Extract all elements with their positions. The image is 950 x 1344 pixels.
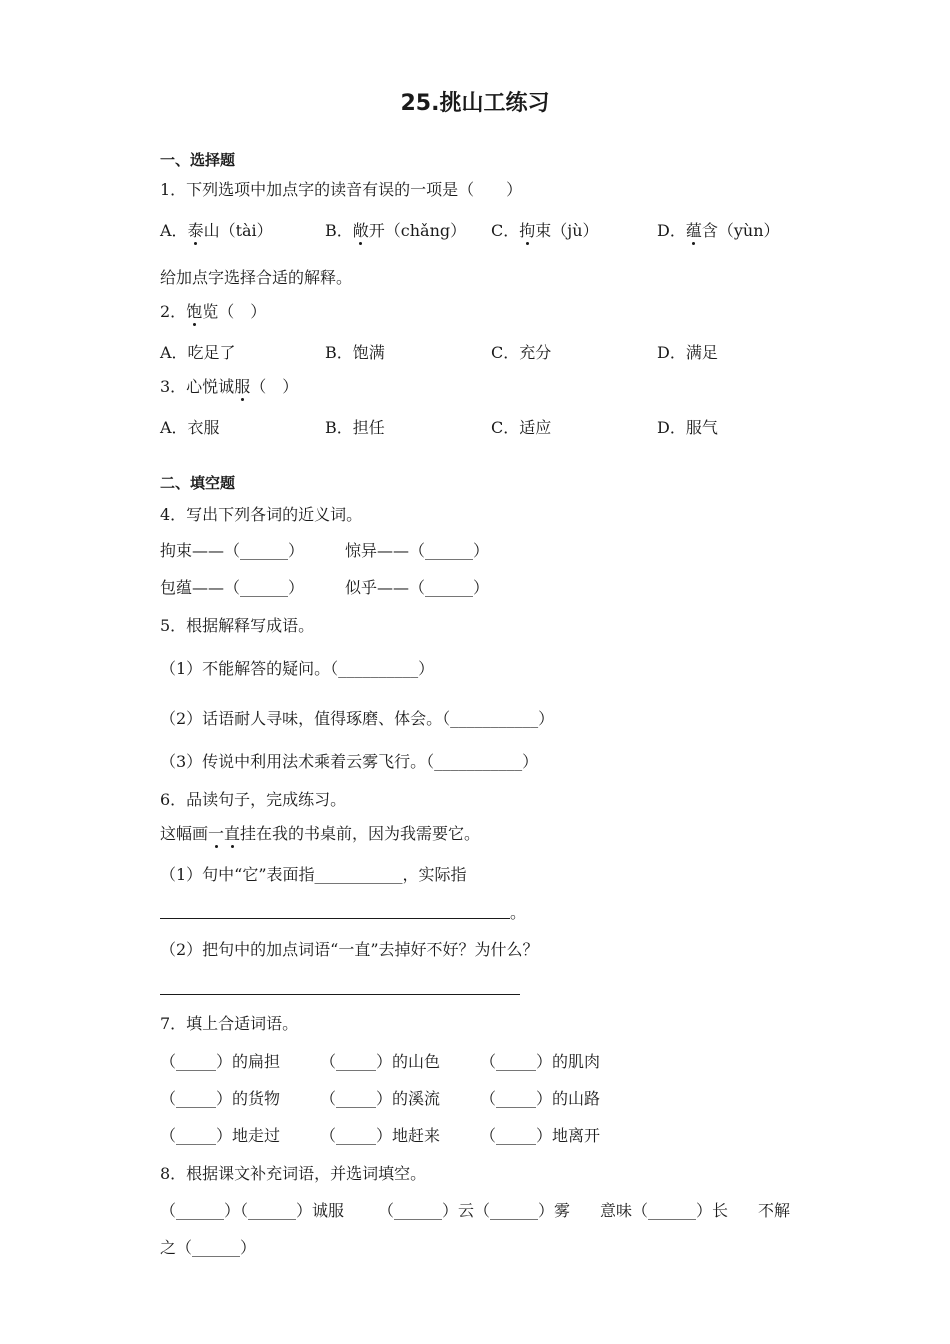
question-text: 3．心悦诚 [160, 377, 235, 396]
page-title: 25.挑山工练习 [400, 91, 550, 116]
option-text: 含（yùn） [701, 221, 780, 240]
q2-option-d[interactable]: D．满足 [657, 343, 718, 362]
q8-continuation[interactable]: 之（______） [160, 1238, 257, 1257]
option-letter: D． [657, 221, 686, 240]
q1-option-b[interactable] [325, 221, 466, 241]
q8-item: 不解 [758, 1201, 791, 1220]
q4-item[interactable]: 似乎——（______） [345, 578, 490, 597]
q8-item[interactable]: （______）（______）诚服 [160, 1201, 345, 1220]
question-blank: （ ） [250, 377, 299, 396]
dotted-char: 蕴 [685, 221, 702, 240]
q8-item[interactable]: 意味（______）长 [600, 1201, 729, 1220]
dotted-char: 饱 [186, 302, 203, 321]
answer-line[interactable] [160, 994, 520, 995]
q1-option-d[interactable] [657, 221, 780, 241]
q1-option-c[interactable] [491, 221, 599, 241]
question-2-stem [160, 302, 266, 322]
question-text: 览（ ） [202, 302, 267, 321]
q2-option-a[interactable]: A．吃足了 [160, 343, 236, 362]
option-text: 山（tài） [203, 221, 273, 240]
sentence-text: 挂在我的书桌前，因为我需要它。 [240, 824, 481, 843]
q5-item[interactable]: （2）话语耐人寻味，值得琢磨、体会。（___________） [160, 709, 555, 728]
option-text: 束（jù） [535, 221, 599, 240]
option-letter: A． [160, 221, 188, 240]
question-8-stem: 8．根据课文补充词语，并选词填空。 [160, 1164, 427, 1183]
question-1-stem: 1．下列选项中加点字的读音有误的一项是（ ） [160, 180, 523, 199]
q4-item[interactable]: 拘束——（______） [160, 541, 305, 560]
q3-option-c[interactable]: C．适应 [491, 418, 552, 437]
q6-sentence [160, 824, 480, 844]
section-heading-fill: 二、填空题 [160, 474, 236, 492]
question-number: 2． [160, 302, 187, 321]
option-letter: B． [325, 221, 353, 240]
dotted-char: 泰 [187, 221, 204, 240]
q7-item[interactable]: （_____）的山色 [320, 1052, 441, 1071]
answer-line[interactable] [160, 918, 510, 919]
option-letter: C． [491, 221, 520, 240]
q4-item[interactable]: 包蕴——（______） [160, 578, 305, 597]
section-heading-choice: 一、选择题 [160, 151, 236, 169]
dotted-char: 服 [234, 377, 251, 396]
option-text: 开（chǎng） [368, 221, 467, 240]
q4-item[interactable]: 惊异——（______） [345, 541, 490, 560]
q7-item[interactable]: （_____）地离开 [480, 1126, 601, 1145]
q3-option-a[interactable]: A．衣服 [160, 418, 220, 437]
question-3-stem [160, 377, 298, 397]
q1-option-a[interactable] [160, 221, 273, 241]
question-6-stem: 6．品读句子，完成练习。 [160, 790, 347, 809]
dotted-char: 直 [224, 824, 241, 843]
q5-item[interactable]: （3）传说中利用法术乘着云雾飞行。（___________） [160, 752, 539, 771]
q7-item[interactable]: （_____）的山路 [480, 1089, 601, 1108]
question-7-stem: 7．填上合适词语。 [160, 1014, 299, 1033]
q2-option-c[interactable]: C．充分 [491, 343, 552, 362]
q7-item[interactable]: （_____）的肌肉 [480, 1052, 601, 1071]
dotted-char: 敞 [352, 221, 369, 240]
dotted-char: 拘 [519, 221, 536, 240]
q6-sub2: （2）把句中的加点词语“一直”去掉好不好？为什么？ [160, 940, 539, 959]
q7-item[interactable]: （_____）的溪流 [320, 1089, 441, 1108]
dotted-char: 一 [208, 824, 225, 843]
q7-item[interactable]: （_____）的货物 [160, 1089, 281, 1108]
instruction-text: 给加点字选择合适的解释。 [160, 268, 353, 287]
question-5-stem: 5．根据解释写成语。 [160, 616, 315, 635]
q2-option-b[interactable]: B．饱满 [325, 343, 385, 362]
q5-item[interactable]: （1）不能解答的疑问。（__________） [160, 659, 435, 678]
q6-sub1-end: 。 [510, 903, 527, 922]
question-4-stem: 4．写出下列各词的近义词。 [160, 505, 363, 524]
q7-item[interactable]: （_____）地赶来 [320, 1126, 441, 1145]
q8-item[interactable]: （______）云（______）雾 [378, 1201, 571, 1220]
q7-item[interactable]: （_____）的扁担 [160, 1052, 281, 1071]
q7-item[interactable]: （_____）地走过 [160, 1126, 281, 1145]
q3-option-b[interactable]: B．担任 [325, 418, 385, 437]
q6-sub1[interactable]: （1）句中“它”表面指___________，实际指 [160, 865, 467, 884]
q3-option-d[interactable]: D．服气 [657, 418, 718, 437]
sentence-text: 这幅画 [160, 824, 209, 843]
